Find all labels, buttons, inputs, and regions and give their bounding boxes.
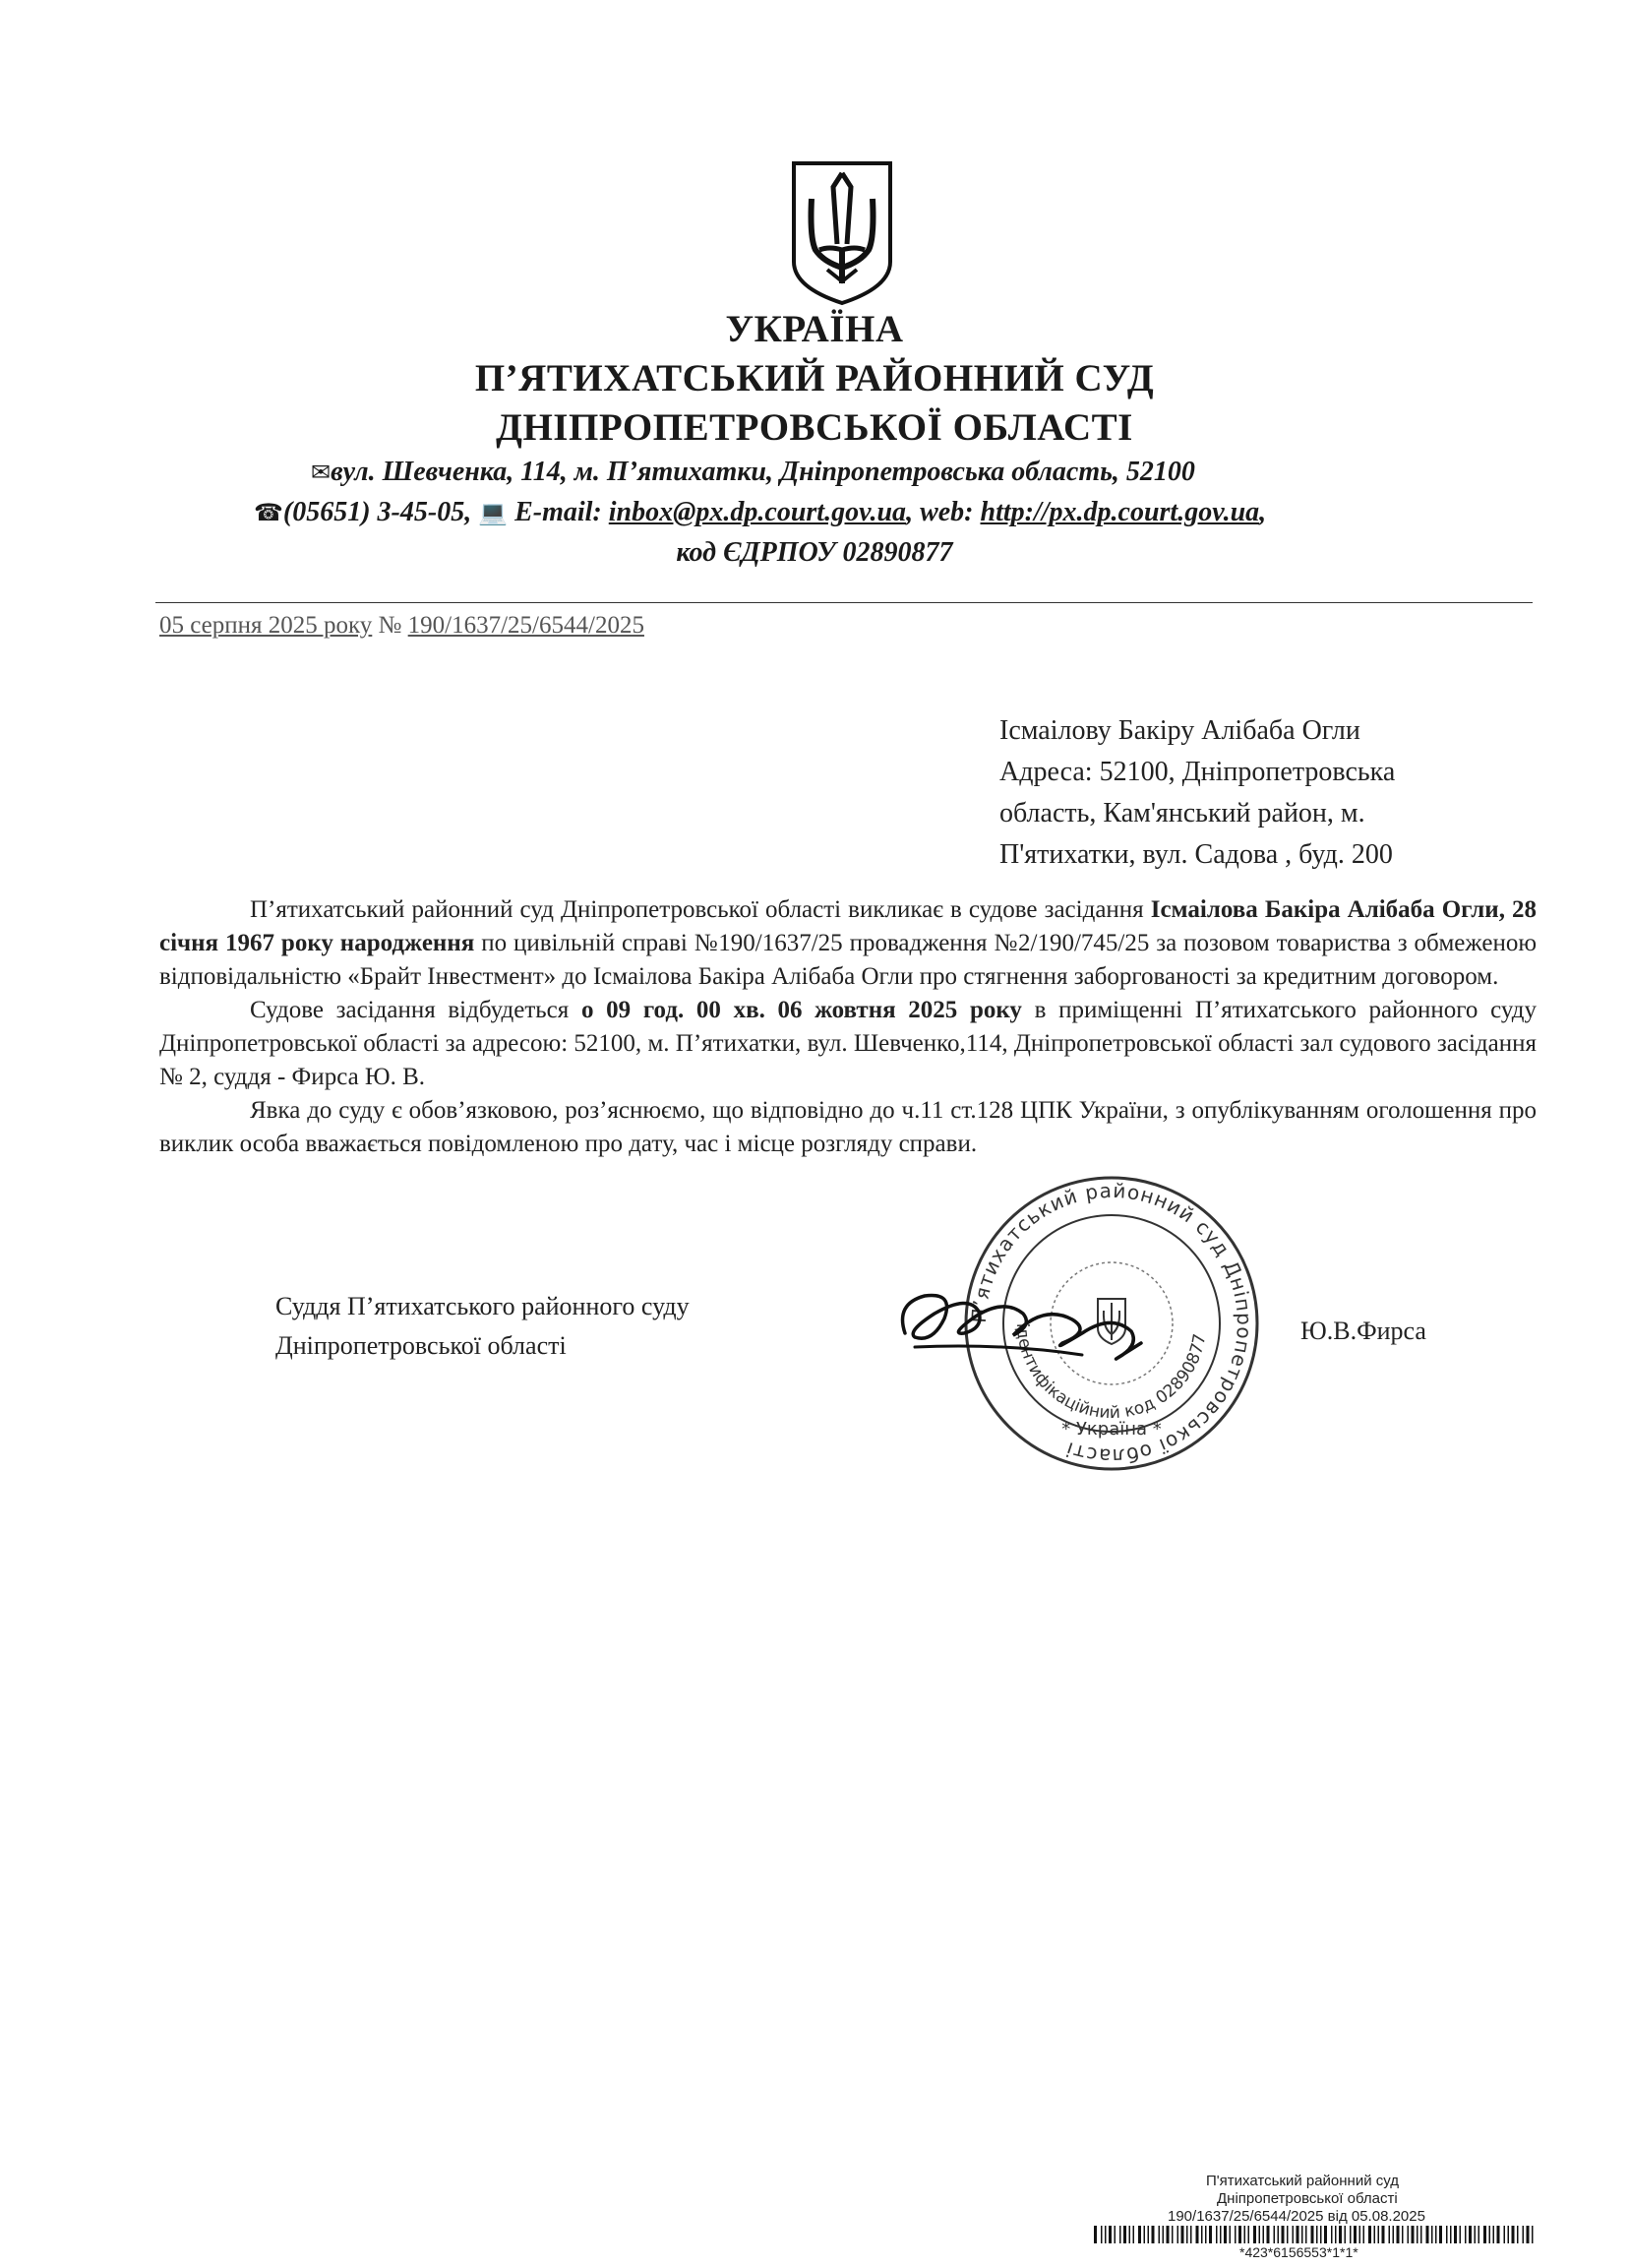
- phone-icon: ☎: [254, 499, 283, 526]
- text-segment: в приміщенні П’ятихатського районного суду Дніпропетровської області за адресою: 52100, м. П’ятихатки, вул. Шевченко,114, Дніпропетровської області зал судового засідання № 2, суддя - Фирса Ю. В.: [159, 997, 1537, 1090]
- country-title: УКРАЇНА: [725, 308, 904, 350]
- court-name-line2: ДНІПРОПЕТРОВСЬКОЇ ОБЛАСТІ: [496, 406, 1133, 449]
- judge-title-line: Дніпропетровської області: [275, 1331, 567, 1360]
- document-reference: [159, 612, 644, 640]
- court-contacts: ☎(05651) 3-45-05, 💻 E-mail: inbox@px.dp.court.gov.ua, web: http://px.dp.court.gov.ua,: [254, 497, 1267, 527]
- web-label: , web:: [906, 497, 974, 527]
- text-segment: П’ятихатський районний суд Дніпропетровської області викликає в судове засідання: [250, 896, 1151, 923]
- attendance-paragraph: Явка до суду є обов’язковою, роз’яснюємо, що відповідно до ч.11 ст.128 ЦПК України, з опублікуванням оголошення про виклик особа вважається повідомленою про дату, час і місце розгляду справи.: [159, 1097, 1537, 1157]
- header-divider: [155, 602, 1533, 603]
- web-link[interactable]: http://px.dp.court.gov.ua: [980, 497, 1260, 527]
- barcode: [1094, 2226, 1537, 2243]
- summons-paragraph: [159, 893, 1537, 994]
- defendant-name: Ісмаілова Бакіра Алібаба Огли, 28 січня 1967 року народження: [159, 896, 1537, 956]
- email-label: E-mail:: [514, 497, 602, 527]
- handwritten-signature: [885, 1274, 1180, 1373]
- barcode-text: *423*6156553*1*1*: [1239, 2244, 1358, 2260]
- computer-icon: 💻: [478, 499, 509, 526]
- text-segment: Судове засідання відбудеться: [250, 997, 581, 1023]
- number-sign: №: [378, 612, 402, 639]
- court-address: [311, 457, 1195, 488]
- summons-body: [159, 893, 1537, 1161]
- addressee-block: [999, 710, 1395, 876]
- edrpou-code: код ЄДРПОУ 02890877: [676, 537, 953, 568]
- footer-region-line: Дніпропетровської області: [1217, 2190, 1398, 2207]
- footer-reference-line: 190/1637/25/6544/2025 від 05.08.2025: [1168, 2208, 1425, 2225]
- judge-title: [275, 1287, 690, 1366]
- addressee-address-line: П'ятихатки, вул. Садова , буд. 200: [999, 839, 1393, 870]
- seal-country: * Україна *: [1061, 1419, 1162, 1440]
- text-segment: по цивільній справі №190/1637/25 провадження №2/190/745/25 за позовом товариства з обмеженою відповідальністю «Брайт Інвестмент» до Ісмаілова Бакіра Алібаба Огли про стягнення заборгованості за кредитним договором.: [159, 930, 1537, 990]
- phone-text: (05651) 3-45-05,: [282, 497, 472, 527]
- document-date: 05 серпня 2025 року: [159, 612, 373, 639]
- addressee-address-line: область, Кам'янський район, м.: [999, 798, 1365, 828]
- judge-name: Ю.В.Фирса: [1300, 1317, 1426, 1345]
- judge-title-line: Суддя П’ятихатського районного суду: [275, 1292, 690, 1320]
- document-number: 190/1637/25/6544/2025: [407, 612, 644, 639]
- addressee-address-line: Адреса: 52100, Дніпропетровська: [999, 757, 1396, 787]
- envelope-icon: ✉: [311, 459, 332, 486]
- trident-emblem-icon: [790, 159, 894, 307]
- footer-court-line: П'ятихатський районний суд: [1206, 2173, 1400, 2189]
- hearing-paragraph: [159, 994, 1537, 1094]
- hearing-datetime: о 09 год. 00 хв. 06 жовтня 2025 року: [580, 997, 1022, 1023]
- court-name-line1: П’ЯТИХАТСЬКИЙ РАЙОННИЙ СУД: [474, 357, 1155, 399]
- addressee-name: Ісмаілову Бакіру Алібаба Огли: [999, 715, 1360, 746]
- seal-outer-text: П’ятихатський районний суд Дніпропетровської області: [966, 1178, 1257, 1469]
- seal-inner-text: ідентифікаційний код 02890877: [1011, 1322, 1211, 1424]
- email-link[interactable]: inbox@px.dp.court.gov.ua: [608, 497, 907, 527]
- address-text: вул. Шевченка, 114, м. П’ятихатки, Дніпропетровська область, 52100: [331, 457, 1195, 487]
